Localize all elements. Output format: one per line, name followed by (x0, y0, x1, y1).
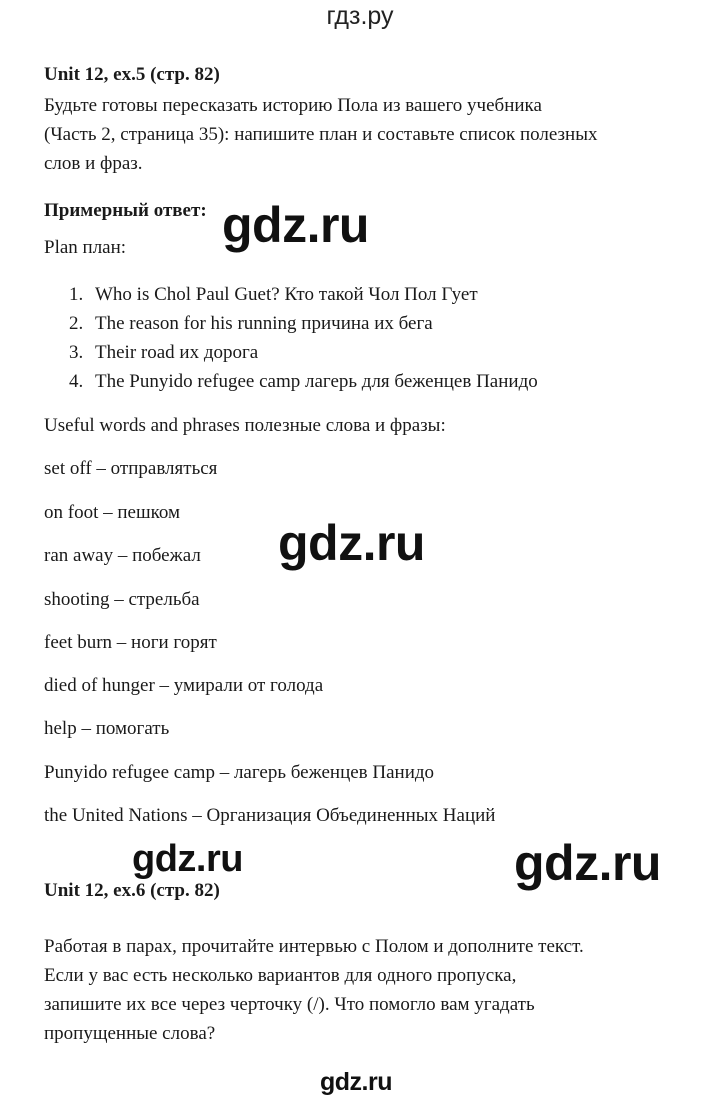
watermark: gdz.ru (278, 515, 425, 571)
plan-label: Plan план: (44, 237, 127, 258)
vocab-item: Punyido refugee camp – лагерь беженцев Панидо (44, 762, 435, 783)
plan-item (69, 342, 258, 364)
plan-item-text: The reason for his running причина их бега (95, 313, 433, 334)
plan-item (69, 371, 538, 393)
plan-item-number: 3. (69, 342, 84, 363)
task-line: Будьте готовы пересказать историю Пола из вашего учебника (44, 95, 542, 116)
task-line: запишите их все через черточку (/). Что помогло вам угадать (44, 994, 535, 1015)
task-line: (Часть 2, страница 35): напишите план и составьте список полезных (44, 124, 598, 145)
task-line: слов и фраз. (44, 153, 143, 174)
task-line: пропущенные слова? (44, 1023, 216, 1044)
section-title-ex5: Unit 12, ex.5 (стр. 82) (44, 64, 220, 85)
section-title-ex6: Unit 12, ex.6 (стр. 82) (44, 880, 220, 901)
plan-item (69, 284, 478, 306)
task-line: Если у вас есть несколько вариантов для одного пропуска, (44, 965, 517, 986)
task-text-ex5 (44, 91, 704, 178)
task-line: Работая в парах, прочитайте интервью с Полом и дополните текст. (44, 936, 584, 957)
plan-item-text: The Punyido refugee camp лагерь для беженцев Панидо (95, 371, 538, 392)
vocab-item: died of hunger – умирали от голода (44, 675, 324, 696)
vocab-item: ran away – побежал (44, 545, 201, 566)
vocab-item: on foot – пешком (44, 502, 181, 523)
vocab-item: the United Nations – Организация Объединенных Наций (44, 805, 496, 826)
watermark: gdz.ru (222, 197, 369, 253)
useful-label: Useful words and phrases полезные слова и фразы: (44, 415, 446, 436)
vocab-item: set off – отправляться (44, 458, 218, 479)
vocab-item: feet burn – ноги горят (44, 632, 217, 653)
plan-item-number: 2. (69, 313, 84, 334)
plan-item-number: 4. (69, 371, 84, 392)
watermark: gdz.ru (320, 1068, 392, 1096)
vocab-item: help – помогать (44, 718, 170, 739)
plan-item-text: Their road их дорога (95, 342, 259, 363)
task-text-ex6 (44, 932, 704, 1048)
watermark: gdz.ru (514, 835, 661, 891)
vocab-item: shooting – стрельба (44, 589, 200, 610)
watermark: gdz.ru (132, 838, 243, 880)
plan-item-text: Who is Chol Paul Guet? Кто такой Чол Пол Гует (95, 284, 478, 305)
site-header: гдз.ру (326, 2, 394, 30)
answer-heading: Примерный ответ: (44, 200, 207, 221)
plan-item (69, 313, 433, 335)
plan-item-number: 1. (69, 284, 84, 305)
